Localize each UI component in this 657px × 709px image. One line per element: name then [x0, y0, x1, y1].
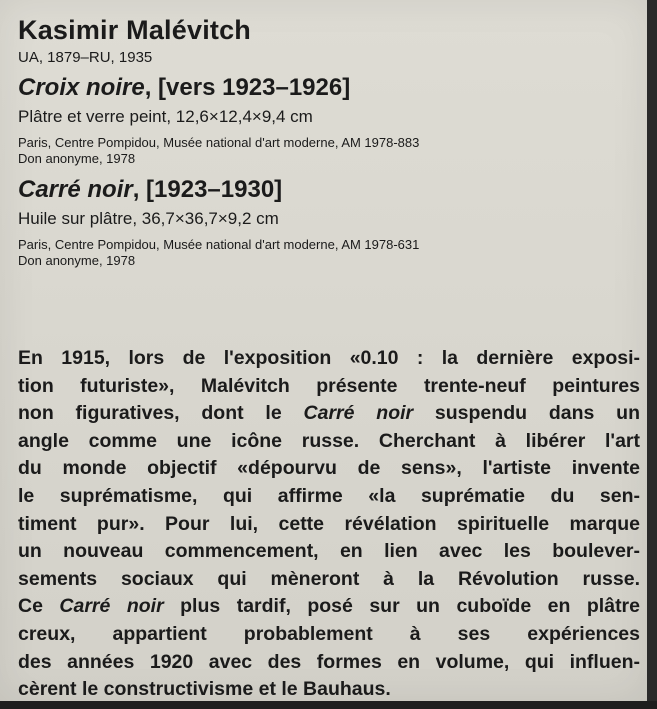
work-credit	[18, 237, 643, 269]
work-date: [vers 1923–1926]	[158, 74, 351, 101]
work-medium: Plâtre et verre peint, 12,6×12,4×9,4 cm	[18, 107, 313, 126]
description-line	[18, 593, 640, 621]
work-credit	[18, 135, 643, 167]
italic-title: Carré noir	[59, 595, 164, 618]
text-run: plus tardif, posé sur un cuboïde en plâtre	[163, 595, 640, 618]
text-run: tion futuriste», Malévitch présente trente-neuf peintures	[18, 374, 640, 397]
text-run: angle comme une icône russe. Cherchant à libérer l'art	[18, 429, 640, 452]
description-line	[18, 538, 640, 566]
description-line	[18, 400, 640, 428]
text-run: creux, appartient probablement à ses expériences	[18, 622, 640, 645]
description-line	[18, 676, 640, 704]
text-run: suspendu dans un	[413, 402, 640, 425]
description-line	[18, 621, 640, 649]
work-title: Croix noire	[18, 74, 145, 101]
work-collection: Paris, Centre Pompidou, Musée national d'art moderne, AM 1978-883	[18, 135, 420, 150]
description-line	[18, 373, 640, 401]
text-run: cèrent le constructivisme et le Bauhaus.	[18, 678, 391, 701]
text-run: des années 1920 avec des formes en volume, qui influen-	[18, 650, 640, 673]
work-title-separator: ,	[132, 176, 147, 203]
label-header	[18, 14, 643, 269]
artist-name: Kasimir Malévitch	[18, 15, 251, 45]
work-donation: Don anonyme, 1978	[18, 151, 136, 166]
description-line	[18, 511, 640, 539]
wall-edge-right	[647, 0, 657, 709]
description-line	[18, 649, 640, 677]
text-run: sements sociaux qui mèneront à la Révolution russe.	[18, 567, 640, 590]
text-run: le suprématisme, qui affirme «la suprématie du sen-	[18, 484, 640, 507]
work-date: [1923–1930]	[146, 176, 283, 203]
artist-origin: UA, 1879–RU, 1935	[18, 49, 153, 66]
text-run: non figuratives, dont le	[18, 402, 304, 425]
description-paragraph	[18, 345, 640, 704]
description-line	[18, 455, 640, 483]
work-entry-croix-noire	[18, 73, 643, 167]
text-run: timent pur». Pour lui, cette révélation spirituelle marque	[18, 512, 640, 535]
work-donation: Don anonyme, 1978	[18, 253, 136, 268]
description-line	[18, 566, 640, 594]
work-collection: Paris, Centre Pompidou, Musée national d'art moderne, AM 1978-631	[18, 237, 420, 252]
work-medium: Huile sur plâtre, 36,7×36,7×9,2 cm	[18, 209, 279, 228]
description-line	[18, 483, 640, 511]
description-line	[18, 345, 640, 373]
text-run: un nouveau commencement, en lien avec les boulever-	[18, 540, 640, 563]
text-run: Ce	[18, 595, 60, 618]
work-title-separator: ,	[144, 74, 159, 101]
work-title-line	[18, 175, 643, 204]
text-run: du monde objectif «dépourvu de sens», l'artiste invente	[18, 457, 640, 480]
work-entry-carre-noir	[18, 175, 643, 269]
text-run: En 1915, lors de l'exposition «0.10 : la dernière exposi-	[18, 347, 640, 369]
description-line	[18, 428, 640, 456]
work-title: Carré noir	[18, 176, 133, 203]
work-title-line	[18, 73, 643, 102]
italic-title: Carré noir	[303, 402, 414, 425]
